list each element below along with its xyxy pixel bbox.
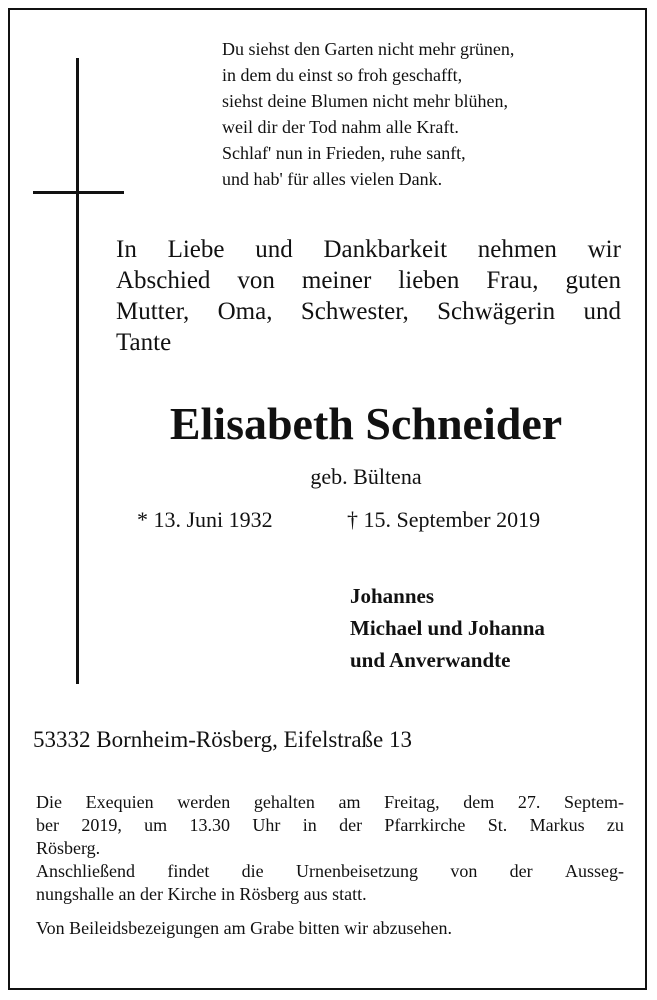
- word: Schwägerin: [437, 298, 556, 325]
- death-date: † 15. September 2019: [347, 507, 541, 532]
- word: Markus: [529, 815, 585, 835]
- word: in: [302, 815, 317, 835]
- cross-horizontal-bar: [33, 191, 124, 194]
- poem-line: Du siehst den Garten nicht mehr grünen,: [222, 39, 515, 59]
- poem-line: und hab' für alles vielen Dank.: [222, 169, 443, 189]
- word: ber: [36, 815, 59, 835]
- intro-line-1: [116, 234, 621, 265]
- word: Dankbarkeit: [323, 236, 448, 263]
- word: zu: [606, 815, 624, 835]
- poem-line: Schlaf' nun in Frieden, ruhe sanft,: [222, 143, 466, 163]
- word: Die: [36, 792, 62, 812]
- word: dem: [463, 792, 495, 812]
- word: von: [237, 267, 275, 294]
- word: In: [116, 236, 137, 263]
- notice-line-1: [36, 791, 624, 814]
- word: 2019,: [81, 815, 122, 835]
- word: um: [144, 815, 168, 835]
- word: meiner: [301, 267, 372, 294]
- poem: [222, 36, 642, 192]
- birth-date: * 13. Juni 1932: [137, 507, 273, 532]
- word: Anschließend: [36, 861, 135, 881]
- word: Frau,: [486, 267, 539, 294]
- word: St.: [487, 815, 508, 835]
- word: werden: [177, 792, 231, 812]
- notice-line-2: [36, 814, 624, 837]
- address: 53332 Bornheim-Rösberg, Eifelstraße 13: [33, 727, 413, 752]
- word: 13.30: [189, 815, 231, 835]
- word: 27.: [517, 792, 541, 812]
- intro-line-2: [116, 265, 621, 296]
- word: der: [339, 815, 363, 835]
- word: die: [241, 861, 264, 881]
- word: Septem-: [563, 792, 624, 812]
- notice-line-5: nungshalle an der Kirche in Rösberg aus statt.: [36, 884, 367, 904]
- word: und: [583, 298, 621, 325]
- poem-line: siehst deine Blumen nicht mehr blühen,: [222, 91, 508, 111]
- word: wir: [587, 236, 621, 263]
- word: Mutter,: [116, 298, 190, 325]
- mourner: Michael und Johanna: [350, 616, 545, 640]
- word: Pfarrkirche: [384, 815, 466, 835]
- word: Uhr: [252, 815, 281, 835]
- word: von: [450, 861, 478, 881]
- word: Exequien: [85, 792, 154, 812]
- word: gehalten: [253, 792, 315, 812]
- word: der: [509, 861, 533, 881]
- word: findet: [167, 861, 210, 881]
- intro-text: [116, 234, 621, 358]
- deceased-name: Elisabeth Schneider: [169, 398, 563, 449]
- mourner: Johannes: [350, 584, 435, 608]
- mourners-list: [350, 580, 545, 676]
- word: Abschied: [116, 267, 211, 294]
- paragraph-gap: [36, 906, 624, 917]
- poem-line: weil dir der Tod nahm alle Kraft.: [222, 117, 459, 137]
- notice-line-3: Rösberg.: [36, 838, 101, 858]
- word: und: [255, 236, 293, 263]
- maiden-name: geb. Bültena: [310, 464, 422, 489]
- word: Schwester,: [300, 298, 409, 325]
- funeral-notice: [36, 791, 624, 940]
- intro-line-3: [116, 296, 621, 327]
- poem-line: in dem du einst so froh geschafft,: [222, 65, 463, 85]
- word: Urnenbeisetzung: [296, 861, 418, 881]
- word: Ausseg-: [565, 861, 624, 881]
- notice-line-6: Von Beileidsbezeigungen am Grabe bitten wir abzusehen.: [36, 918, 453, 938]
- word: guten: [565, 267, 621, 294]
- word: Liebe: [167, 236, 225, 263]
- word: nehmen: [477, 236, 557, 263]
- word: Oma,: [217, 298, 273, 325]
- intro-line-4: Tante: [116, 329, 172, 356]
- mourner: und Anverwandte: [350, 648, 511, 672]
- word: am: [338, 792, 361, 812]
- notice-line-4: [36, 860, 624, 883]
- cross-vertical-bar: [76, 58, 79, 684]
- word: lieben: [398, 267, 460, 294]
- word: Freitag,: [384, 792, 440, 812]
